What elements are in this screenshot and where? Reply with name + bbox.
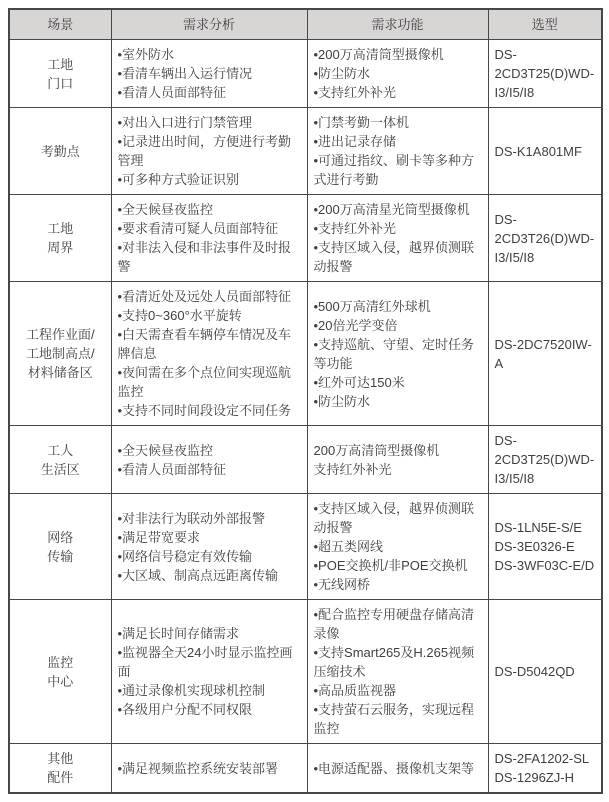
requirement-item: •看清车辆出入运行情况: [117, 66, 253, 81]
model-number: DS-2CD3T25(D)WD-I3/I5/I8: [494, 47, 595, 100]
scene-cell: [9, 195, 111, 282]
requirement-item: •要求看清可疑人员面部特征: [117, 221, 279, 236]
scene-cell: [9, 600, 111, 744]
model-cell: [488, 195, 602, 282]
requirement-item: •支持红外补光: [313, 221, 397, 236]
requirement-item: •支持区域入侵，越界侦测联动报警: [313, 501, 475, 535]
scene-line: 工程作业面/: [25, 327, 95, 342]
requirement-item: •支持红外补光: [313, 85, 397, 100]
scene-cell: [9, 744, 111, 794]
table-body: [9, 40, 602, 794]
requirement-item: •对出入口进行门禁管理: [117, 115, 253, 130]
requirement-item: •通过录像机实现球机控制: [117, 683, 266, 698]
analysis-cell: [111, 282, 307, 426]
scene-cell: [9, 108, 111, 195]
analysis-cell: [111, 195, 307, 282]
analysis-cell: [111, 494, 307, 600]
model-number: DS-3WF03C-E/D: [494, 558, 595, 573]
requirement-item: •200万高清星光筒型摄像机: [313, 202, 470, 217]
model-number: DS-1LN5E-S/E: [494, 520, 582, 535]
model-number: DS-2CD3T25(D)WD-I3/I5/I8: [494, 433, 595, 486]
functions-cell: [307, 282, 488, 426]
scene-cell: [9, 494, 111, 600]
requirement-item: •对非法行为联动外部报警: [117, 510, 266, 526]
requirement-item: •监视器全天24小时显示监控画面: [117, 645, 293, 679]
requirement-item: •防尘防水: [313, 393, 371, 409]
header-requirement-analysis: 需求分析: [111, 9, 307, 40]
header-model-selection: 选型: [488, 9, 602, 40]
model-number: DS-2CD3T26(D)WD-I3/I5/I8: [494, 211, 595, 265]
requirement-item: •看清近处及远处人员面部特征: [117, 289, 292, 304]
analysis-cell: [111, 40, 307, 108]
requirement-item: •夜间需在多个点位间实现巡航监控: [117, 365, 292, 399]
requirement-item: •防尘防水: [313, 66, 371, 81]
header-row: [9, 9, 602, 40]
functions-cell: [307, 426, 488, 494]
requirement-item: •对非法入侵和非法事件及时报警: [117, 240, 292, 274]
functions-cell: [307, 744, 488, 794]
scene-line: 工地: [47, 221, 74, 236]
requirement-item: •全天候昼夜监控: [117, 202, 214, 217]
functions-cell: [307, 108, 488, 195]
requirement-item: •白天需查看车辆停车情况及车牌信息: [117, 327, 292, 361]
scene-line: 门口: [47, 75, 74, 91]
analysis-cell: [111, 108, 307, 195]
camera-selection-table: [8, 8, 603, 794]
requirement-item: •200万高清筒型摄像机: [313, 47, 444, 62]
requirement-item: •门禁考勤一体机: [313, 115, 410, 130]
model-cell: [488, 600, 602, 744]
analysis-cell: [111, 426, 307, 494]
scene-cell: [9, 282, 111, 426]
table-row: [9, 494, 602, 600]
requirement-item: •配合监控专用硬盘存储高清录像: [313, 607, 475, 641]
requirement-item: •记录进出时间，方便进行考勤管理: [117, 134, 292, 168]
requirement-item: •各级用户分配不同权限: [117, 702, 253, 717]
requirement-item: •无线网桥: [313, 577, 371, 592]
table-row: [9, 744, 602, 794]
scene-line: 中心: [47, 673, 74, 689]
requirement-item: •高品质监视器: [313, 683, 397, 698]
table-row: [9, 426, 602, 494]
table-row: [9, 282, 602, 426]
requirement-item: •支持0~360°水平旋转: [117, 308, 242, 323]
scene-line: 工地: [47, 56, 74, 72]
requirement-item: 200万高清筒型摄像机: [313, 442, 440, 458]
model-number: DS-K1A801MF: [494, 143, 582, 159]
table-row: [9, 40, 602, 108]
table-row: [9, 600, 602, 744]
scene-cell: [9, 40, 111, 108]
requirement-item: •支持不同时间段设定不同任务: [117, 403, 292, 418]
model-number: DS-3E0326-E: [494, 539, 575, 554]
model-cell: [488, 426, 602, 494]
requirement-item: •支持巡航、守望、定时任务等功能: [313, 336, 475, 371]
model-cell: [488, 108, 602, 195]
table-row: [9, 195, 602, 282]
requirement-item: •可多种方式验证识别: [117, 172, 240, 187]
model-number: DS-D5042QD: [494, 664, 575, 679]
requirement-item: •红外可达150米: [313, 374, 405, 390]
requirement-item: •超五类网线: [313, 539, 384, 554]
model-cell: [488, 40, 602, 108]
scene-line: 生活区: [40, 461, 80, 477]
model-cell: [488, 494, 602, 600]
scene-line: 配件: [47, 770, 74, 785]
model-cell: [488, 282, 602, 426]
requirement-item: •看清人员面部特征: [117, 461, 227, 477]
scene-line: 工地制高点/: [25, 346, 95, 361]
analysis-cell: [111, 600, 307, 744]
functions-cell: [307, 40, 488, 108]
model-cell: [488, 744, 602, 794]
scene-line: 网络: [47, 529, 74, 545]
requirement-item: 支持红外补光: [313, 461, 392, 477]
scene-line: 传输: [47, 548, 74, 564]
scene-line: 其他: [47, 751, 74, 766]
requirement-item: •室外防水: [117, 47, 175, 62]
requirement-item: •全天候昼夜监控: [117, 442, 214, 458]
requirement-item: •POE交换机/非POE交换机: [313, 558, 468, 573]
requirement-item: •电源适配器、摄像机支架等: [313, 760, 475, 776]
model-number: DS-2DC7520IW-A: [494, 336, 592, 371]
requirement-item: •支持区域入侵，越界侦测联动报警: [313, 240, 475, 274]
header-required-functions: 需求功能: [307, 9, 488, 40]
model-number: DS-1296ZJ-H: [494, 770, 574, 785]
scene-line: 工人: [47, 442, 74, 458]
requirement-item: •看清人员面部特征: [117, 85, 227, 100]
analysis-cell: [111, 744, 307, 794]
scene-cell: [9, 426, 111, 494]
requirement-item: •满足带宽要求: [117, 529, 201, 545]
requirement-item: •支持Smart265及H.265视频压缩技术: [313, 645, 475, 679]
scene-line: 监控: [47, 654, 74, 670]
header-scene: 场景: [9, 9, 111, 40]
requirement-item: •进出记录存储: [313, 134, 397, 149]
requirement-item: •满足视频监控系统安装部署: [117, 760, 279, 776]
requirement-item: •大区域、制高点远距离传输: [117, 567, 279, 583]
scene-line: 周界: [47, 240, 74, 255]
requirement-item: •满足长时间存储需求: [117, 626, 240, 641]
scene-line: 材料储备区: [27, 365, 93, 380]
table-row: [9, 108, 602, 195]
requirement-item: •支持萤石云服务，实现远程监控: [313, 702, 475, 736]
scene-line: 考勤点: [40, 143, 80, 159]
functions-cell: [307, 195, 488, 282]
model-number: DS-2FA1202-SL: [494, 751, 590, 766]
requirement-item: •可通过指纹、刷卡等多种方式进行考勤: [313, 153, 475, 187]
functions-cell: [307, 600, 488, 744]
requirement-item: •500万高清红外球机: [313, 298, 431, 314]
functions-cell: [307, 494, 488, 600]
requirement-item: •网络信号稳定有效传输: [117, 548, 253, 564]
requirement-item: •20倍光学变倍: [313, 317, 398, 333]
